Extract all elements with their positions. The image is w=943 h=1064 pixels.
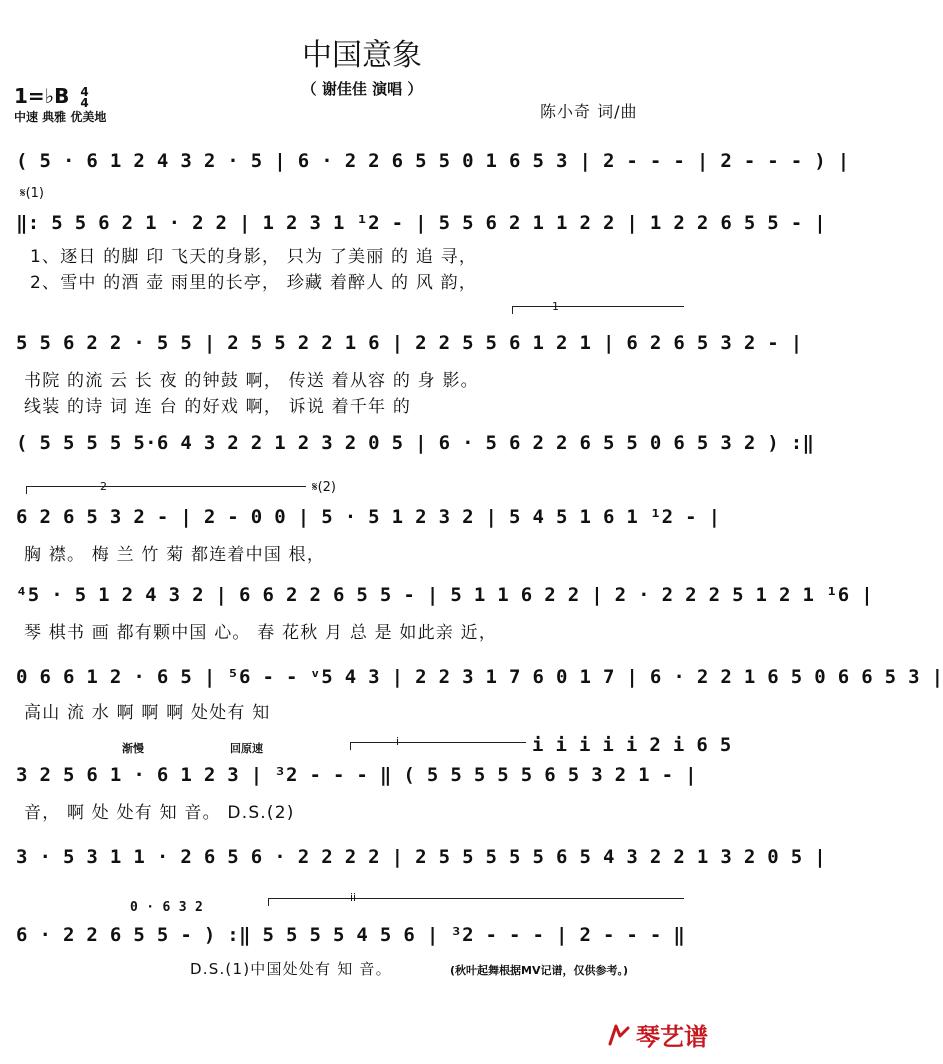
notation-line-10-alt: 0 · 6 3 2: [130, 900, 204, 915]
volta-bracket-i-tick: [350, 742, 351, 750]
notation-line-6: ⁴5 · 5 1 2 4 3 2 | 6 6 2 2 6 5 5 - | 5 1 1 6 2 2 | 2 · 2 2 2 5 1 2 1 ¹6 |: [16, 584, 873, 606]
tempo-ritardando: 渐慢: [122, 742, 144, 755]
lyric-line-3b: 线装 的诗 词 连 台 的好戏 啊， 诉说 着千年 的: [24, 397, 412, 417]
notation-line-8-upper: i i i i i 2 i 6 5: [532, 734, 732, 756]
volta-bracket-1: [512, 306, 684, 307]
notation-line-10: 6 · 2 2 6 5 5 - ) :‖ 5 5 5 5 4 5 6 | ³2 - - - | 2 - - - ‖: [16, 924, 686, 946]
lyric-line-3a: 书院 的流 云 长 夜 的钟鼓 啊， 传送 着从容 的 身 影。: [24, 371, 479, 391]
key-label: 1=♭B: [14, 84, 70, 108]
volta-bracket-ii: [268, 898, 684, 899]
segno-2: 𝄋(2): [312, 480, 337, 495]
lyric-line-5: 胸 襟。 梅 兰 竹 菊 都连着中国 根，: [24, 545, 326, 565]
segno-1: 𝄋(1): [20, 186, 45, 201]
volta-bracket-i: [350, 742, 526, 743]
notation-line-9: 3 · 5 3 1 1 · 2 6 5 6 · 2 2 2 2 | 2 5 5 5 5 5 6 5 4 3 2 2 1 3 2 0 5 |: [16, 846, 826, 868]
time-signature: [80, 84, 89, 110]
notation-line-8: 3 2 5 6 1 · 6 1 2 3 | ³2 - - - ‖ ( 5 5 5 5 5 6 5 3 2 1 - |: [16, 764, 697, 786]
lyric-line-8: 音， 啊 处 处有 知 音。 D.S.(2): [24, 803, 295, 823]
volta-bracket-2-tick: [26, 486, 27, 494]
brand-logo-text: 琴艺谱: [636, 1023, 708, 1051]
notation-line-1: ( 5 · 6 1 2 4 3 2 · 5 | 6 · 2 2 6 5 5 0 1 6 5 3 | 2 - - - | 2 - - - ) |: [16, 150, 850, 172]
notation-line-2: ‖: 5 5 6 2 1 · 2 2 | 1 2 3 1 ¹2 - | 5 5 6 2 1 1 2 2 | 1 2 2 6 5 5 - |: [16, 212, 826, 234]
volta-i-number: i: [396, 735, 400, 748]
music-note-icon: [606, 1022, 632, 1054]
notation-line-5: 6 2 6 5 3 2 - | 2 - 0 0 | 5 · 5 1 2 3 2 | 5 4 5 1 6 1 ¹2 - |: [16, 506, 721, 528]
tempo-a-tempo: 回原速: [230, 742, 263, 755]
lyric-line-2b: 2、雪中 的酒 壶 雨里的长亭， 珍藏 着醉人 的 风 韵，: [30, 273, 478, 293]
lyric-line-6: 琴 棋书 画 都有颗中国 心。 春 花秋 月 总 是 如此亲 近，: [24, 623, 498, 643]
volta-ii-number: ii: [350, 891, 357, 904]
notation-line-3: 5 5 6 2 2 · 5 5 | 2 5 5 2 2 1 6 | 2 2 5 5 6 1 2 1 | 6 2 6 5 3 2 - |: [16, 332, 803, 354]
volta-2-number: 2: [100, 480, 107, 493]
volta-bracket-1-tick: [512, 306, 513, 314]
notation-line-7: 0 6 6 1 2 · 6 5 | ⁵6 - - ᵛ5 4 3 | 2 2 3 1 7 6 0 1 7 | 6 · 2 2 1 6 5 0 6 6 5 3 |: [16, 666, 943, 688]
volta-bracket-2: [26, 486, 306, 487]
transcription-note: (秋叶起舞根据MV记谱，仅供参考。): [450, 964, 629, 977]
lyric-line-10: D.S.(1)中国处处有 知 音。: [190, 960, 392, 978]
author-credit: 陈小奇 词/曲: [540, 102, 638, 121]
key-signature: [14, 84, 89, 109]
lyric-line-7: 高山 流 水 啊 啊 啊 处处有 知: [24, 703, 271, 723]
time-sig-bottom: 4: [80, 95, 89, 110]
lyric-line-2a: 1、逐日 的脚 印 飞天的身影， 只为 了美丽 的 追 寻，: [30, 247, 478, 267]
tempo-marking: 中速 典雅 优美地: [14, 110, 107, 124]
volta-bracket-ii-tick: [268, 898, 269, 906]
singer-credit: （ 谢佳佳 演唱 ）: [301, 80, 423, 98]
notation-line-4: ( 5 5 5 5 5·6 4 3 2 2 1 2 3 2 0 5 | 6 · 5 6 2 2 6 5 5 0 6 5 3 2 ) :‖: [16, 432, 815, 454]
brand-logo: [606, 1017, 708, 1054]
song-title: 中国意象: [302, 38, 422, 73]
time-sig-top: 4: [80, 84, 89, 99]
volta-1-number: 1: [552, 300, 559, 313]
